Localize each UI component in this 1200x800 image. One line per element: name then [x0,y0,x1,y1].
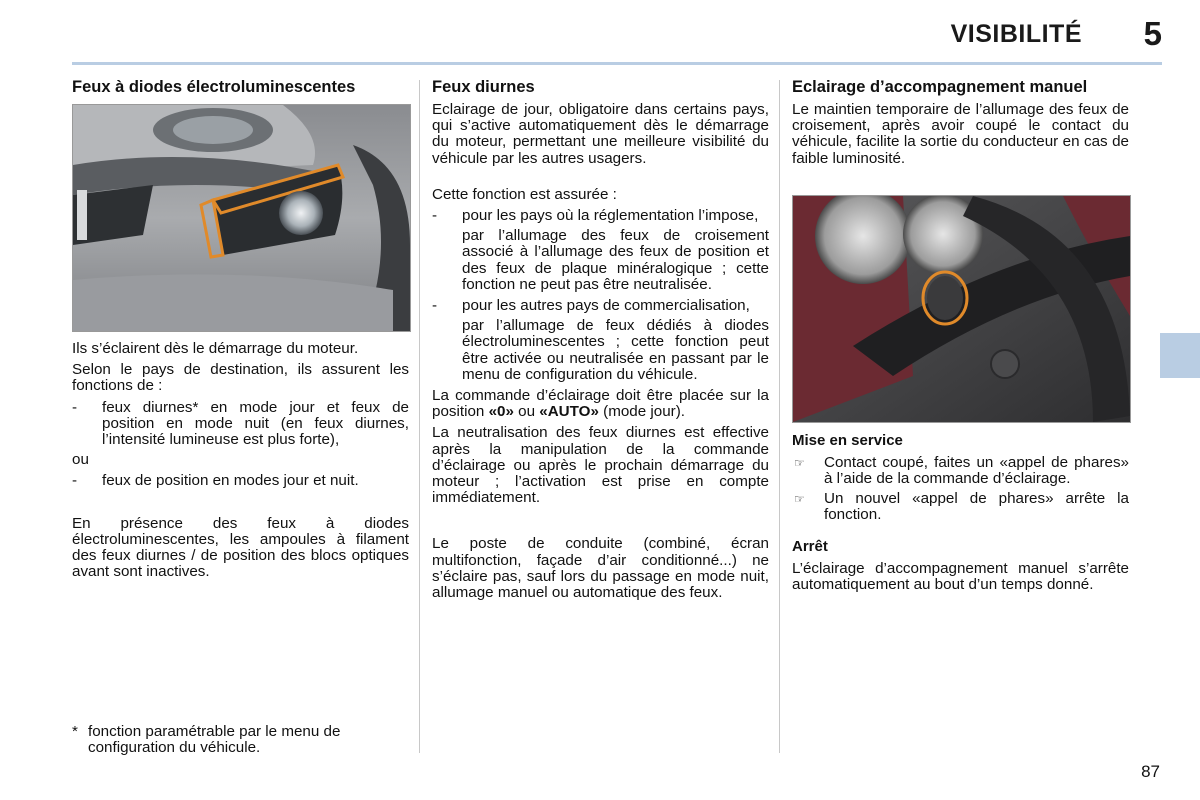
list-item-detail: par l’allumage des feux de croisement associé à l’allumage des feux de position et des feux de plaque minéralogique ; cette fonction ne peut pas être neutralisée. [462,227,769,293]
subheading: Mise en service [792,431,903,449]
paragraph: Eclairage de jour, obligatoire dans certains pays, qui s’active automatiquement dès le démarrage du moteur, permettant une meilleure visibilité du véhicule par les autres usagers. [432,101,769,167]
chapter-tab [1160,333,1200,378]
paragraph: La neutralisation des feux diurnes est effective après la manipulation de la commande d’éclairage ou après le prochain démarrage du moteur ; l’activation est prise en compte immédiatement. [432,424,769,507]
list-item: ☞ Contact coupé, faites un «appel de phares» à l’aide de la commande d’éclairage. [794,453,1129,488]
list-item: - feux diurnes* en mode jour et feux de position en mode nuit (en feux diurnes, l’intensité lumineuse est plus forte), [72,398,409,449]
hand-pointer-icon: ☞ [794,455,805,470]
paragraph: L’éclairage d’accompagnement manuel s’arrête automatiquement au bout d’un temps donné. [792,559,1129,593]
footnote: * fonction paramétrable par le menu de configuration du véhicule. [72,723,341,757]
paragraph: Le poste de conduite (combiné, écran multifonction, façade d’air conditionné...) ne s’éclaire pas, sauf lors du passage en mode nuit, allumage manuel ou automatique des feux. [432,535,769,602]
column-daytime-lights [432,78,769,606]
hand-pointer-icon: ☞ [794,492,805,507]
column-divider [419,80,420,753]
paragraph: La commande d’éclairage doit être placée sur la position «0» ou «AUTO» (mode jour). [432,387,769,421]
section-heading: Feux à diodes électroluminescentes [72,78,356,96]
column-follow-me-home [792,78,1129,598]
header-rule [72,62,1162,65]
list-item: - pour les autres pays de commercialisation, [432,297,750,315]
subheading: Arrêt [792,537,828,555]
chapter-number: 5 [1143,15,1162,52]
section-heading: Eclairage d’accompagnement manuel [792,78,1088,96]
list-item: - pour les pays où la réglementation l’impose, [432,207,759,225]
paragraph: Cette fonction est assurée : [432,185,617,203]
paragraph: Le maintien temporaire de l’allumage des feux de croisement, après avoir coupé le contact du véhicule, facilite la sortie du conducteur en cas de faible luminosité. [792,101,1129,167]
list-item: ☞ Un nouvel «appel de phares» arrête la fonction. [794,490,1129,524]
paragraph: ou [72,451,89,469]
chapter-title: VISIBILITÉ [950,20,1082,48]
list-item-detail: par l’allumage de feux dédiés à diodes électroluminescentes ; cette fonction peut être activée ou neutralisée en passant par le menu de configuration du véhicule. [462,317,769,383]
list-item: - feux de position en modes jour et nuit. [72,472,359,490]
paragraph: En présence des feux à diodes électroluminescentes, les ampoules à filament des feux diurnes / de position des blocs optiques avant sont inactives. [72,514,409,581]
paragraph: Selon le pays de destination, ils assurent les fonctions de : [72,361,409,395]
paragraph: Ils s’éclairent dès le démarrage du moteur. [72,340,359,357]
lighting-stalk-photo [792,195,1131,423]
section-heading: Feux diurnes [432,78,535,96]
page-number: 87 [1141,762,1160,781]
column-led-lights [72,78,409,585]
led-lights-photo [72,104,411,332]
column-divider [779,80,780,753]
